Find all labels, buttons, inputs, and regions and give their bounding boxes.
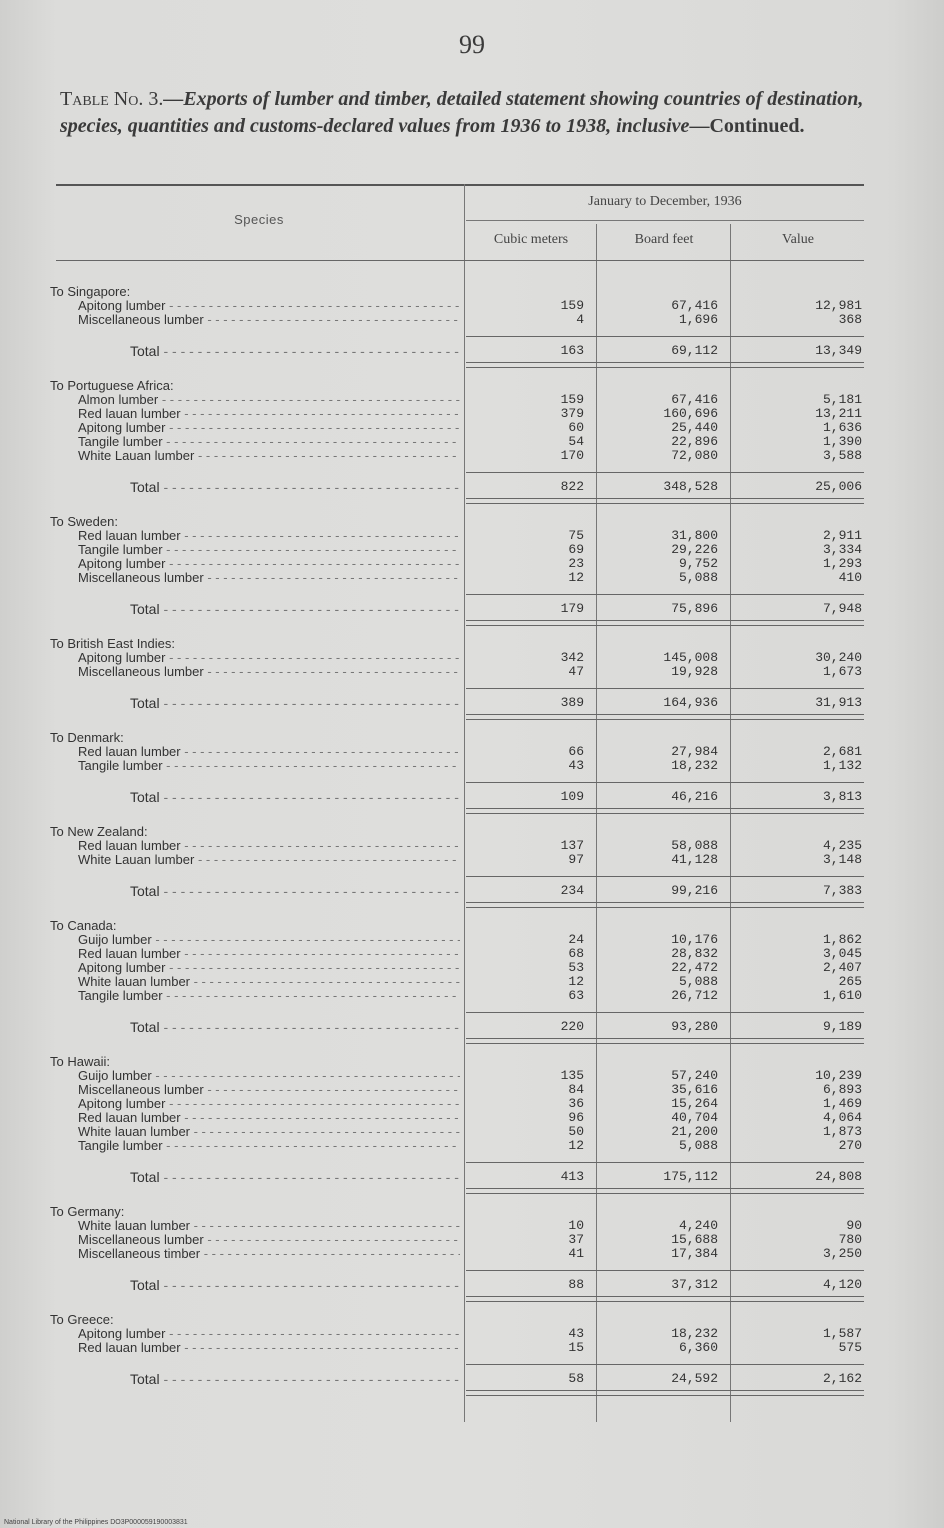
board-feet-cell: 27,984	[671, 744, 718, 759]
total-board-feet: 46,216	[671, 789, 718, 804]
species-label: Apitong lumber - - -	[78, 556, 460, 571]
cubic-meters-cell: 15	[568, 1340, 584, 1355]
table-row	[56, 988, 864, 1003]
cubic-meters-cell: 69	[568, 542, 584, 557]
species-label: Tangile lumber - - -	[78, 434, 460, 449]
country-heading: To New Zealand:	[50, 824, 148, 839]
total-value: 25,006	[815, 479, 862, 494]
total-label: Total - - -	[130, 1018, 460, 1036]
total-board-feet: 24,592	[671, 1371, 718, 1386]
species-label: Miscellaneous lumber - - -	[78, 312, 460, 327]
country-heading: To Greece:	[50, 1312, 114, 1327]
header-bottom-rule	[56, 260, 864, 261]
species-label: White lauan lumber - - -	[78, 1124, 460, 1139]
cubic-meters-cell: 12	[568, 1138, 584, 1153]
country-heading: To Canada:	[50, 918, 117, 933]
value-cell: 1,587	[822, 1326, 862, 1341]
table-row	[56, 528, 864, 543]
caption-lead: Table No. 3.	[60, 88, 164, 110]
value-cell: 13,211	[815, 406, 862, 421]
cubic-meters-cell: 60	[568, 420, 584, 435]
value-cell: 1,469	[822, 1096, 862, 1111]
double-rule	[466, 714, 864, 720]
table-row	[56, 298, 864, 313]
double-rule	[466, 1038, 864, 1044]
caption-title: —Exports of lumber and timber, detailed statement showing countries of destination, species, quantities and customs-declared values from 1936 to 1938, inclusive	[60, 88, 864, 137]
species-label: Apitong lumber - - -	[78, 1326, 460, 1341]
species-label: Apitong lumber - - -	[78, 650, 460, 665]
value-cell: 1,873	[822, 1124, 862, 1139]
total-row	[56, 1168, 864, 1186]
country-heading: To Singapore:	[50, 284, 131, 299]
cubic-meters-cell: 84	[568, 1082, 584, 1097]
cubic-meters-cell: 10	[568, 1218, 584, 1233]
value-cell: 4,235	[822, 838, 862, 853]
board-feet-cell: 18,232	[671, 1326, 718, 1341]
cubic-meters-cell: 43	[568, 1326, 584, 1341]
board-feet-cell: 41,128	[671, 852, 718, 867]
cubic-meters-cell: 24	[568, 932, 584, 947]
country-heading: To Sweden:	[50, 514, 118, 529]
board-feet-cell: 5,088	[678, 974, 718, 989]
header-period: January to December, 1936	[588, 194, 742, 209]
header-subrule	[466, 220, 864, 221]
value-cell: 12,981	[815, 298, 862, 313]
total-cubic-meters: 822	[560, 479, 584, 494]
table-row	[56, 1110, 864, 1125]
value-cell: 30,240	[815, 650, 862, 665]
table-row	[56, 974, 864, 989]
table-row	[56, 650, 864, 665]
value-cell: 1,610	[822, 988, 862, 1003]
page-number: 99	[459, 30, 485, 59]
table-row	[56, 448, 864, 463]
header-board-feet: Board feet	[634, 232, 694, 247]
total-value: 24,808	[815, 1169, 862, 1184]
board-feet-cell: 28,832	[671, 946, 718, 961]
cubic-meters-cell: 159	[560, 392, 584, 407]
board-feet-cell: 5,088	[678, 570, 718, 585]
double-rule	[466, 1296, 864, 1302]
species-label: Miscellaneous timber - - -	[78, 1246, 460, 1261]
species-label: Guijo lumber - - -	[78, 932, 460, 947]
total-board-feet: 348,528	[663, 479, 718, 494]
table-row	[56, 838, 864, 853]
table-row	[56, 312, 864, 327]
species-label: Apitong lumber - - -	[78, 420, 460, 435]
country-heading: To British East Indies:	[50, 636, 175, 651]
value-cell: 2,407	[822, 960, 862, 975]
table-row	[56, 1138, 864, 1153]
total-board-feet: 69,112	[671, 343, 718, 358]
species-label: Red lauan lumber - - -	[78, 946, 460, 961]
value-cell: 780	[838, 1232, 862, 1247]
table-row	[56, 1124, 864, 1139]
species-label: White lauan lumber - - -	[78, 974, 460, 989]
board-feet-cell: 29,226	[671, 542, 718, 557]
board-feet-cell: 160,696	[663, 406, 718, 421]
total-row	[56, 1370, 864, 1388]
table-row	[56, 1218, 864, 1233]
total-board-feet: 99,216	[671, 883, 718, 898]
country-heading: To Portuguese Africa:	[50, 378, 174, 393]
total-row	[56, 882, 864, 900]
total-value: 3,813	[822, 789, 862, 804]
value-cell: 1,673	[822, 664, 862, 679]
species-label: Miscellaneous lumber - - -	[78, 1082, 460, 1097]
board-feet-cell: 4,240	[678, 1218, 718, 1233]
cubic-meters-cell: 75	[568, 528, 584, 543]
total-label: Total - - -	[130, 694, 460, 712]
cubic-meters-cell: 12	[568, 974, 584, 989]
total-value: 13,349	[815, 343, 862, 358]
total-label: Total - - -	[130, 1168, 460, 1186]
species-label: Apitong lumber - - -	[78, 960, 460, 975]
value-cell: 368	[838, 312, 862, 327]
total-rule	[466, 1162, 864, 1163]
table-row	[56, 1246, 864, 1261]
board-feet-cell: 9,752	[678, 556, 718, 571]
value-cell: 575	[838, 1340, 862, 1355]
table-row	[56, 946, 864, 961]
board-feet-cell: 18,232	[671, 758, 718, 773]
double-rule	[466, 362, 864, 368]
table-row	[56, 1326, 864, 1341]
total-label: Total - - -	[130, 788, 460, 806]
table-row	[56, 542, 864, 557]
board-feet-cell: 67,416	[671, 392, 718, 407]
total-cubic-meters: 389	[560, 695, 584, 710]
cubic-meters-cell: 68	[568, 946, 584, 961]
cubic-meters-cell: 37	[568, 1232, 584, 1247]
species-label: Apitong lumber - - -	[78, 1096, 460, 1111]
total-row	[56, 1276, 864, 1294]
value-cell: 265	[838, 974, 862, 989]
total-row	[56, 1018, 864, 1036]
species-label: Red lauan lumber - - -	[78, 1340, 460, 1355]
board-feet-cell: 67,416	[671, 298, 718, 313]
board-feet-cell: 22,896	[671, 434, 718, 449]
cubic-meters-cell: 50	[568, 1124, 584, 1139]
total-rule	[466, 1270, 864, 1271]
value-cell: 6,893	[822, 1082, 862, 1097]
table-caption	[60, 86, 880, 140]
species-label: Almon lumber - - -	[78, 392, 460, 407]
table-top-rule	[56, 184, 864, 186]
total-value: 7,948	[822, 601, 862, 616]
total-board-feet: 164,936	[663, 695, 718, 710]
total-label: Total - - -	[130, 1370, 460, 1388]
species-label: Red lauan lumber - - -	[78, 528, 460, 543]
total-cubic-meters: 58	[568, 1371, 584, 1386]
total-row	[56, 788, 864, 806]
species-label: Miscellaneous lumber - - -	[78, 664, 460, 679]
value-cell: 3,045	[822, 946, 862, 961]
total-label: Total - - -	[130, 342, 460, 360]
board-feet-cell: 31,800	[671, 528, 718, 543]
table-row	[56, 1096, 864, 1111]
value-cell: 3,148	[822, 852, 862, 867]
cubic-meters-cell: 54	[568, 434, 584, 449]
value-cell: 410	[838, 570, 862, 585]
board-feet-cell: 5,088	[678, 1138, 718, 1153]
cubic-meters-cell: 342	[560, 650, 584, 665]
total-cubic-meters: 88	[568, 1277, 584, 1292]
value-cell: 270	[838, 1138, 862, 1153]
board-feet-cell: 26,712	[671, 988, 718, 1003]
caption-continued: —Continued.	[689, 115, 805, 137]
board-feet-cell: 72,080	[671, 448, 718, 463]
value-cell: 2,681	[822, 744, 862, 759]
species-label: Tangile lumber - - -	[78, 542, 460, 557]
table-row	[56, 960, 864, 975]
cubic-meters-cell: 12	[568, 570, 584, 585]
total-cubic-meters: 163	[560, 343, 584, 358]
board-feet-cell: 35,616	[671, 1082, 718, 1097]
cubic-meters-cell: 170	[560, 448, 584, 463]
board-feet-cell: 17,384	[671, 1246, 718, 1261]
cubic-meters-cell: 47	[568, 664, 584, 679]
cubic-meters-cell: 43	[568, 758, 584, 773]
double-rule	[466, 498, 864, 504]
cubic-meters-cell: 53	[568, 960, 584, 975]
double-rule	[466, 808, 864, 814]
total-rule	[466, 782, 864, 783]
table-row	[56, 932, 864, 947]
species-label: Tangile lumber - - -	[78, 1138, 460, 1153]
country-heading: To Hawaii:	[50, 1054, 110, 1069]
total-board-feet: 75,896	[671, 601, 718, 616]
board-feet-cell: 22,472	[671, 960, 718, 975]
cubic-meters-cell: 36	[568, 1096, 584, 1111]
value-cell: 1,862	[822, 932, 862, 947]
double-rule	[466, 1390, 864, 1396]
total-row	[56, 342, 864, 360]
total-rule	[466, 1364, 864, 1365]
header-species: Species	[234, 212, 284, 227]
species-label: White Lauan lumber - - -	[78, 852, 460, 867]
double-rule	[466, 1188, 864, 1194]
board-feet-cell: 15,688	[671, 1232, 718, 1247]
total-rule	[466, 688, 864, 689]
table-row	[56, 392, 864, 407]
total-board-feet: 175,112	[663, 1169, 718, 1184]
board-feet-cell: 19,928	[671, 664, 718, 679]
country-heading: To Germany:	[50, 1204, 125, 1219]
table-row	[56, 570, 864, 585]
total-row	[56, 694, 864, 712]
table-row	[56, 852, 864, 867]
table-row	[56, 556, 864, 571]
table-row	[56, 406, 864, 421]
total-rule	[466, 336, 864, 337]
cubic-meters-cell: 96	[568, 1110, 584, 1125]
value-cell: 1,390	[822, 434, 862, 449]
table-row	[56, 744, 864, 759]
total-label: Total - - -	[130, 1276, 460, 1294]
table-row	[56, 1068, 864, 1083]
board-feet-cell: 21,200	[671, 1124, 718, 1139]
value-cell: 90	[846, 1218, 862, 1233]
species-label: White Lauan lumber - - -	[78, 448, 460, 463]
species-label: Tangile lumber - - -	[78, 758, 460, 773]
double-rule	[466, 902, 864, 908]
species-label: Red lauan lumber - - -	[78, 406, 460, 421]
total-rule	[466, 876, 864, 877]
total-value: 2,162	[822, 1371, 862, 1386]
board-feet-cell: 1,696	[678, 312, 718, 327]
value-cell: 3,250	[822, 1246, 862, 1261]
species-label: Red lauan lumber - - -	[78, 1110, 460, 1125]
cubic-meters-cell: 63	[568, 988, 584, 1003]
value-cell: 1,293	[822, 556, 862, 571]
total-board-feet: 37,312	[671, 1277, 718, 1292]
total-rule	[466, 1012, 864, 1013]
species-label: Tangile lumber - - -	[78, 988, 460, 1003]
cubic-meters-cell: 159	[560, 298, 584, 313]
cubic-meters-cell: 41	[568, 1246, 584, 1261]
board-feet-cell: 25,440	[671, 420, 718, 435]
board-feet-cell: 58,088	[671, 838, 718, 853]
species-label: Miscellaneous lumber - - -	[78, 570, 460, 585]
header-cubic-meters: Cubic meters	[493, 232, 569, 247]
table-row	[56, 1082, 864, 1097]
total-rule	[466, 594, 864, 595]
species-label: Miscellaneous lumber - - -	[78, 1232, 460, 1247]
total-value: 4,120	[822, 1277, 862, 1292]
value-cell: 1,636	[822, 420, 862, 435]
table-row	[56, 664, 864, 679]
cubic-meters-cell: 137	[560, 838, 584, 853]
total-label: Total - - -	[130, 478, 460, 496]
cubic-meters-cell: 379	[560, 406, 584, 421]
board-feet-cell: 40,704	[671, 1110, 718, 1125]
value-cell: 3,334	[822, 542, 862, 557]
total-cubic-meters: 179	[560, 601, 584, 616]
total-value: 31,913	[815, 695, 862, 710]
value-cell: 10,239	[815, 1068, 862, 1083]
table-row	[56, 1232, 864, 1247]
total-cubic-meters: 234	[560, 883, 584, 898]
cubic-meters-cell: 4	[576, 312, 584, 327]
total-cubic-meters: 413	[560, 1169, 584, 1184]
board-feet-cell: 15,264	[671, 1096, 718, 1111]
cubic-meters-cell: 23	[568, 556, 584, 571]
total-value: 9,189	[822, 1019, 862, 1034]
country-heading: To Denmark:	[50, 730, 124, 745]
table-row	[56, 758, 864, 773]
value-cell: 4,064	[822, 1110, 862, 1125]
double-rule	[466, 620, 864, 626]
board-feet-cell: 145,008	[663, 650, 718, 665]
total-label: Total - - -	[130, 882, 460, 900]
cubic-meters-cell: 66	[568, 744, 584, 759]
cubic-meters-cell: 135	[560, 1068, 584, 1083]
total-row	[56, 600, 864, 618]
board-feet-cell: 57,240	[671, 1068, 718, 1083]
species-label: Red lauan lumber - - -	[78, 744, 460, 759]
total-label: Total - - -	[130, 600, 460, 618]
header-value: Value	[782, 232, 814, 247]
value-cell: 3,588	[822, 448, 862, 463]
cubic-meters-cell: 97	[568, 852, 584, 867]
table-row	[56, 434, 864, 449]
total-row	[56, 478, 864, 496]
species-label: Guijo lumber - - -	[78, 1068, 460, 1083]
board-feet-cell: 10,176	[671, 932, 718, 947]
value-cell: 1,132	[822, 758, 862, 773]
total-board-feet: 93,280	[671, 1019, 718, 1034]
total-cubic-meters: 109	[560, 789, 584, 804]
species-label: Red lauan lumber - - -	[78, 838, 460, 853]
board-feet-cell: 6,360	[678, 1340, 718, 1355]
total-rule	[466, 472, 864, 473]
species-label: Apitong lumber - - -	[78, 298, 460, 313]
total-value: 7,383	[822, 883, 862, 898]
footer-credit: National Library of the Philippines DO3P000059190003831	[4, 1519, 188, 1526]
value-cell: 2,911	[822, 528, 862, 543]
total-cubic-meters: 220	[560, 1019, 584, 1034]
value-cell: 5,181	[822, 392, 862, 407]
table-row	[56, 420, 864, 435]
species-label: White lauan lumber - - -	[78, 1218, 460, 1233]
table-row	[56, 1340, 864, 1355]
